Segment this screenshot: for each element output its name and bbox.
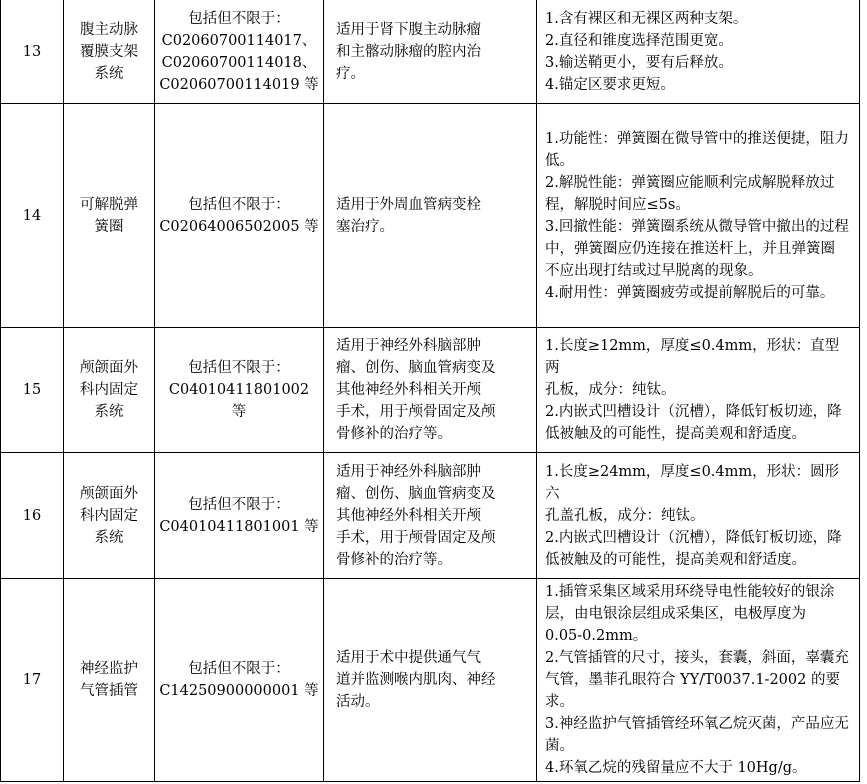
indication: 适用于神经外科脑部肿 瘤、创伤、脑血管病变及 其他神经外科相关开颅 手术，用于颅骨固定及颅 骨修补的治疗等。 <box>324 328 537 453</box>
requirements: 1.长度≥24mm，厚度≤0.4mm，形状：圆形六 孔盖孔板，成分：纯钛。 2.内嵌式凹槽设计（沉槽），降低钉板切迹，降 低被触及的可能性，提高美观和舒适度。 <box>537 453 860 579</box>
table-row <box>1 579 860 782</box>
row-number: 16 <box>1 453 64 579</box>
product-codes: 包括但不限于： C04010411801001 等 <box>155 453 324 579</box>
product-name: 颅颌面外 科内固定 系统 <box>64 453 155 579</box>
requirements: 1.含有裸区和无裸区两种支架。 2.直径和锥度选择范围更宽。 3.输送鞘更小，要有后释放。 4.锚定区要求更短。 <box>537 0 860 104</box>
requirements: 1.插管采集区域采用环绕导电性能较好的银涂 层，由电银涂层组成采集区，电极厚度为 0.05-0.2mm。 2.气管插管的尺寸，接头，套囊，斜面，辜囊充 气管，墨菲孔眼符合 YY/T0037.1-2002 的要求。 3.神经监护气管插管经环氧乙烷灭菌，产品应无 菌。 4.环氧乙烷的残留量应不大于 10Hg/g。 <box>537 579 860 782</box>
product-name: 神经监护 气管插管 <box>64 579 155 782</box>
table-row <box>1 453 860 579</box>
product-name: 颅颌面外 科内固定 系统 <box>64 328 155 453</box>
product-name: 腹主动脉 覆膜支架 系统 <box>64 0 155 104</box>
product-codes: 包括但不限于： C14250900000001 等 <box>155 579 324 782</box>
table-row <box>1 0 860 104</box>
row-number: 14 <box>1 104 64 328</box>
requirements: 1.功能性：弹簧圈在微导管中的推送便捷，阻力 低。 2.解脱性能：弹簧圈应能顺利完成解脱释放过 程，解脱时间应≤5s。 3.回撤性能：弹簧圈系统从微导管中撤出的过程 中，弹簧圈应仍连接在推送杆上，并且弹簧圈 不应出现打结或过早脱离的现象。 4.耐用性：弹簧圈疲劳或提前解脱后的可靠。 <box>537 104 860 328</box>
table-row <box>1 328 860 453</box>
row-number: 15 <box>1 328 64 453</box>
product-name: 可解脱弹 簧圈 <box>64 104 155 328</box>
product-codes: 包括但不限于： C02064006502005 等 <box>155 104 324 328</box>
product-codes: 包括但不限于： C04010411801002 等 <box>155 328 324 453</box>
indication: 适用于肾下腹主动脉瘤 和主髂动脉瘤的腔内治 疗。 <box>324 0 537 104</box>
table-row <box>1 104 860 328</box>
requirements: 1.长度≥12mm，厚度≤0.4mm，形状：直型两 孔板，成分：纯钛。 2.内嵌式凹槽设计（沉槽），降低钉板切迹，降 低被触及的可能性，提高美观和舒适度。 <box>537 328 860 453</box>
indication: 适用于神经外科脑部肿 瘤、创伤、脑血管病变及 其他神经外科相关开颅 手术，用于颅骨固定及颅 骨修补的治疗等。 <box>324 453 537 579</box>
row-number: 13 <box>1 0 64 104</box>
indication: 适用于外周血管病变栓 塞治疗。 <box>324 104 537 328</box>
row-number: 17 <box>1 579 64 782</box>
indication: 适用于术中提供通气气 道并监测喉内肌肉、神经 活动。 <box>324 579 537 782</box>
product-codes: 包括但不限于： C02060700114017、 C02060700114018、 C02060700114019 等 <box>155 0 324 104</box>
